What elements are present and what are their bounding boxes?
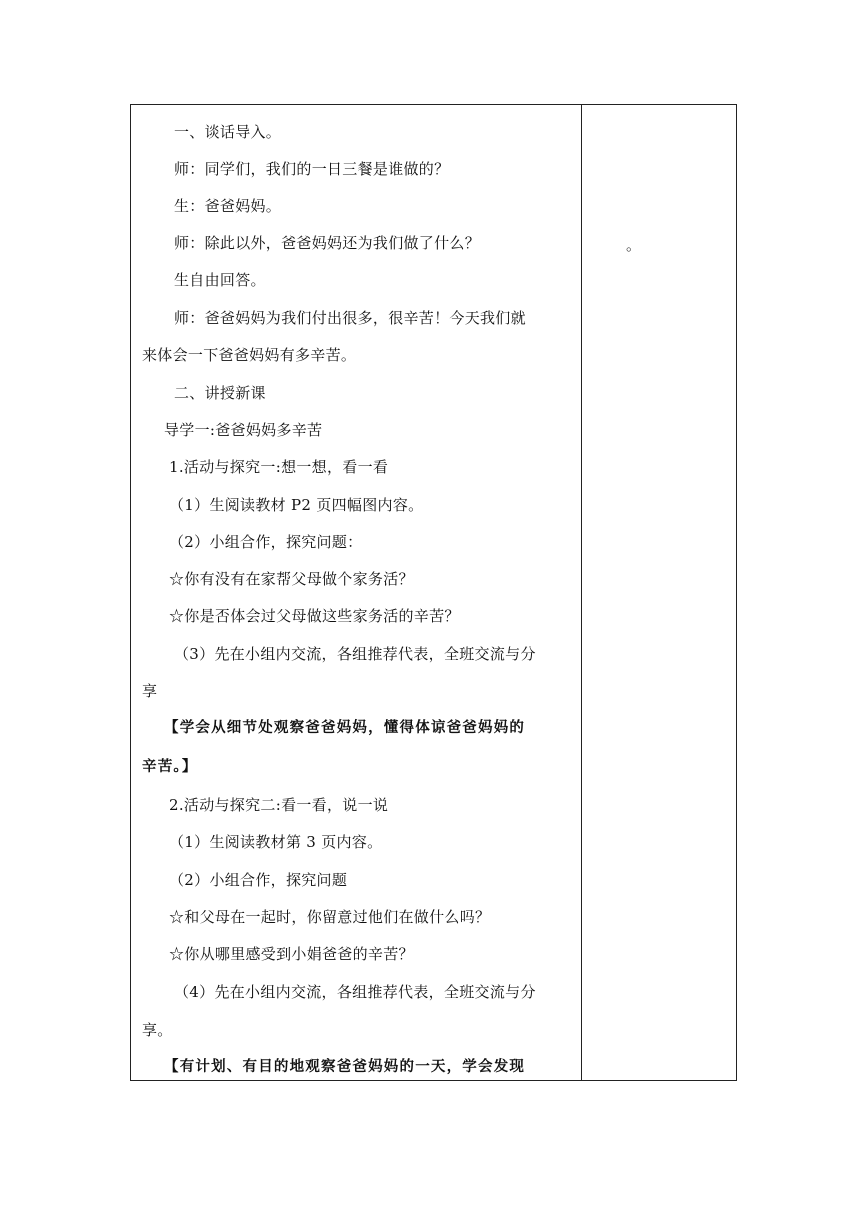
text-line-18: 辛苦。】 [142,759,198,775]
text-line-4: 师：除此以外，爸爸妈妈还为我们做了什么？ [174,234,481,252]
text-line-11: （1）生阅读教材 P2 页四幅图内容。 [169,496,424,514]
text-line-14: ☆你是否体会过父母做这些家务活的辛苦？ [169,607,460,625]
lesson-table [130,104,737,1081]
text-line-25: 享。 [142,1021,173,1039]
text-line-20: （1）生阅读教材第 3 页内容。 [169,833,383,851]
text-line-10: 1.活动与探究一:想一想，看一看 [169,458,389,476]
text-line-21: （2）小组合作，探究问题 [169,871,348,889]
text-line-19: 2.活动与探究二:看一看，说一说 [169,796,389,814]
text-line-5: 生自由回答。 [174,271,266,289]
side-note: 。 [626,236,642,254]
text-line-23: ☆你从哪里感受到小娟爸爸的辛苦？ [169,945,414,963]
text-line-22: ☆和父母在一起时，你留意过他们在做什么吗？ [169,908,491,926]
text-line-1: 一、谈话导入。 [174,123,282,141]
text-line-3: 生：爸爸妈妈。 [174,197,282,215]
text-line-9: 导学一:爸爸妈妈多辛苦 [164,421,323,439]
text-line-12: （2）小组合作，探究问题： [169,533,363,551]
text-line-6: 师：爸爸妈妈为我们付出很多，很辛苦！今天我们就 [174,309,526,327]
text-line-15: （3）先在小组内交流，各组推荐代表，全班交流与分 [174,645,536,663]
text-line-26: 【有计划、有目的地观察爸爸妈妈的一天，学会发现 [164,1059,526,1075]
column-divider [581,105,582,1080]
text-line-13: ☆你有没有在家帮父母做个家务活？ [169,570,414,588]
text-line-24: （4）先在小组内交流，各组推荐代表，全班交流与分 [174,983,536,1001]
text-line-7: 来体会一下爸爸妈妈有多辛苦。 [142,346,357,364]
text-line-16: 享 [142,682,158,700]
text-line-2: 师：同学们，我们的一日三餐是谁做的？ [174,160,450,178]
text-line-17: 【学会从细节处观察爸爸妈妈，懂得体谅爸爸妈妈的 [164,720,526,736]
text-line-8: 二、讲授新课 [174,384,266,402]
